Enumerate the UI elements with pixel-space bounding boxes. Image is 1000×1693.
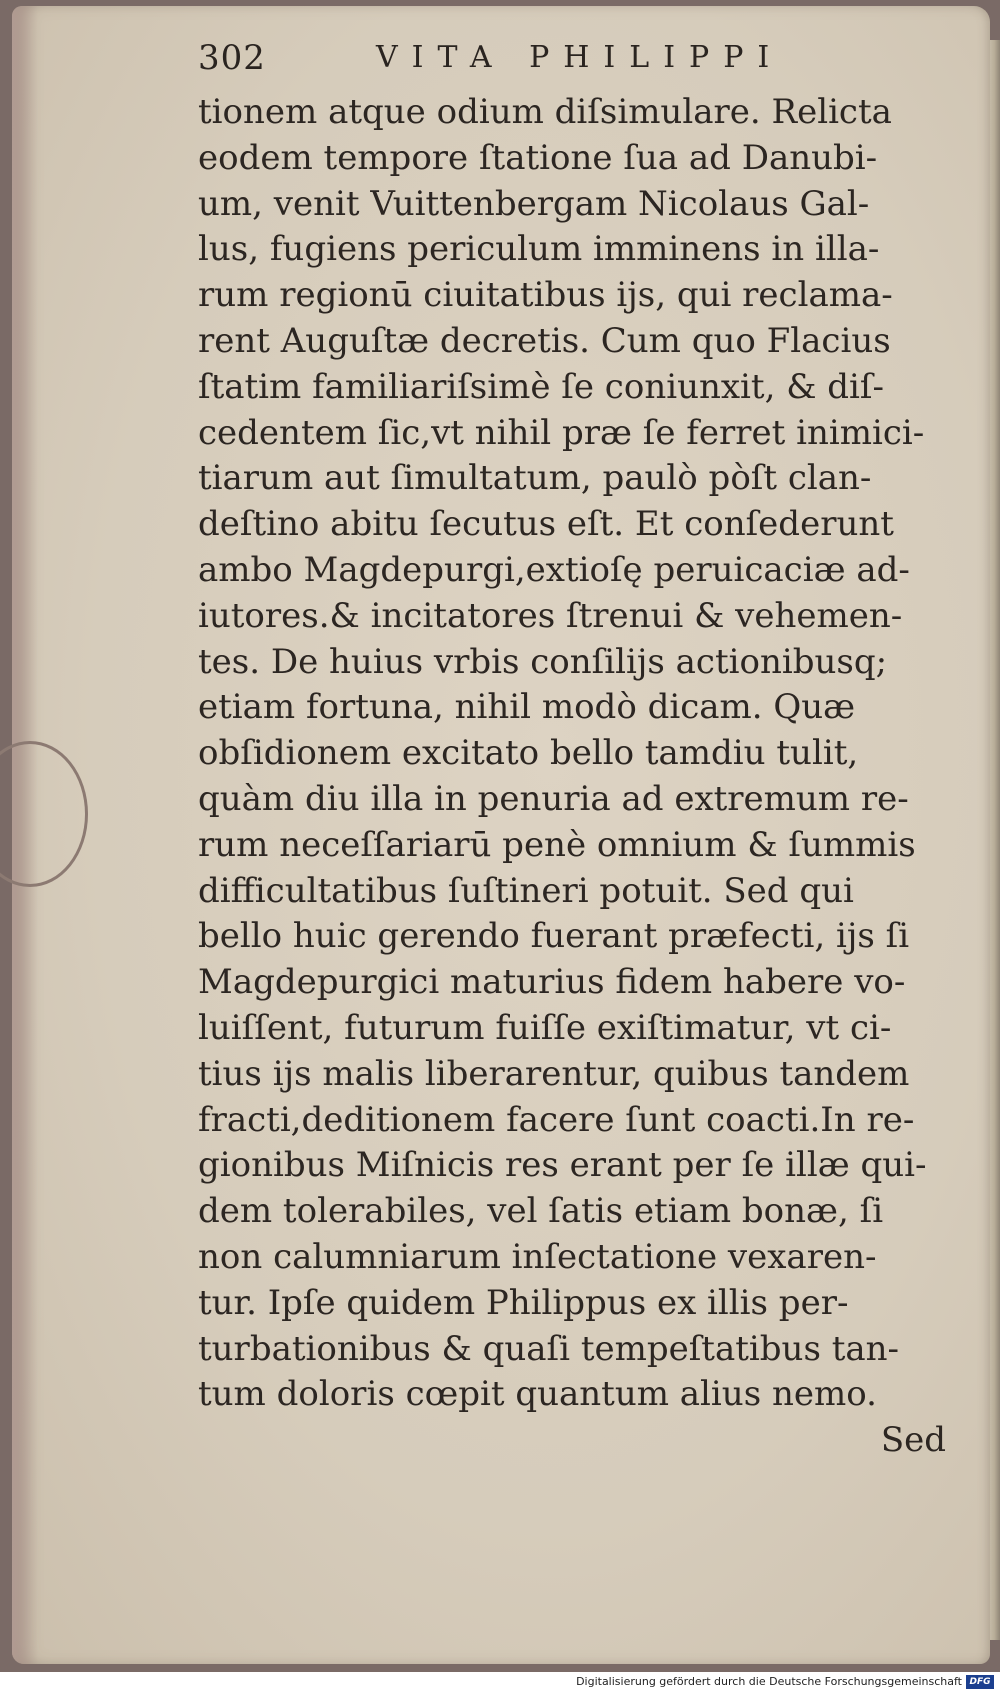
text-line: rum neceſſariarū penè omnium & ſummis — [198, 824, 916, 865]
text-line: deſtino abitu ſecutus eſt. Et conſederunt — [198, 504, 894, 545]
text-line: tes. De huius vrbis conſilijs actionibusq; — [198, 641, 888, 682]
text-line: tiarum aut ſimultatum, paulò pòſt clan- — [198, 458, 872, 499]
text-line: gionibus Miſnicis res erant per ſe illæ qui- — [198, 1145, 927, 1186]
text-line: tur. Ipſe quidem Philippus ex illis per- — [198, 1282, 849, 1323]
text-line: fracti,deditionem facere ſunt coacti.In re- — [198, 1099, 915, 1140]
catchword: Sed — [880, 1420, 946, 1461]
text-line: non calumniarum inſectatione vexaren- — [198, 1236, 877, 1277]
page-number: 302 — [198, 38, 266, 78]
text-line: quàm diu illa in penuria ad extremum re- — [198, 778, 909, 819]
text-line: rent Auguſtæ decretis. Cum quo Flacius — [198, 320, 891, 361]
text-line: bello huic gerendo fuerant præfecti, ijs ſi — [198, 916, 910, 957]
text-line: tum doloris cœpit quantum alius nemo. — [198, 1374, 877, 1415]
text-line: um, venit Vuittenbergam Nicolaus Gal- — [198, 183, 870, 224]
text-line: ambo Magdepurgi,extioſę peruicaciæ ad- — [198, 549, 910, 590]
text-line: obſidionem excitato bello tamdiu tulit, — [198, 733, 859, 774]
text-line: Magdepurgici maturius fidem habere vo- — [198, 962, 906, 1003]
body-text — [198, 90, 968, 1464]
text-line: ſtatim familiariſsimè ſe coniunxit, & diſ- — [198, 366, 884, 407]
text-line: tius ijs malis liberarentur, quibus tandem — [198, 1053, 910, 1094]
text-line: etiam fortuna, nihil modò dicam. Quæ — [198, 687, 856, 728]
text-line: iutores.& incitatores ſtrenui & vehemen- — [198, 595, 903, 636]
funding-credit: Digitalisierung gefördert durch die Deutsche Forschungsgemeinschaft — [576, 1675, 962, 1688]
text-line: lus, fugiens periculum imminens in illa- — [198, 229, 880, 270]
text-line: luiſſent, futurum fuiſſe exiſtimatur, vt ci- — [198, 1007, 892, 1048]
digitization-footer — [0, 1672, 1000, 1693]
book-page — [12, 6, 990, 1664]
text-line: eodem tempore ſtatione ſua ad Danubi- — [198, 137, 878, 178]
running-head — [198, 34, 848, 84]
text-line: rum regionū ciuitatibus ijs, qui reclama- — [198, 275, 893, 316]
dfg-logo: DFG — [966, 1675, 994, 1689]
text-line: tionem atque odium diſsimulare. Relicta — [198, 92, 892, 132]
clasp-strap — [0, 741, 88, 887]
text-line: dem tolerabiles, vel ſatis etiam bonæ, ſi — [198, 1191, 884, 1232]
text-line: turbationibus & quaſi tempeſtatibus tan- — [198, 1328, 900, 1369]
running-title: VITA PHILIPPI — [376, 40, 784, 75]
text-line: cedentem ſic,vt nihil præ ſe ferret inimici- — [198, 412, 925, 453]
text-line: difficultatibus ſuſtineri potuit. Sed qui — [198, 870, 854, 911]
